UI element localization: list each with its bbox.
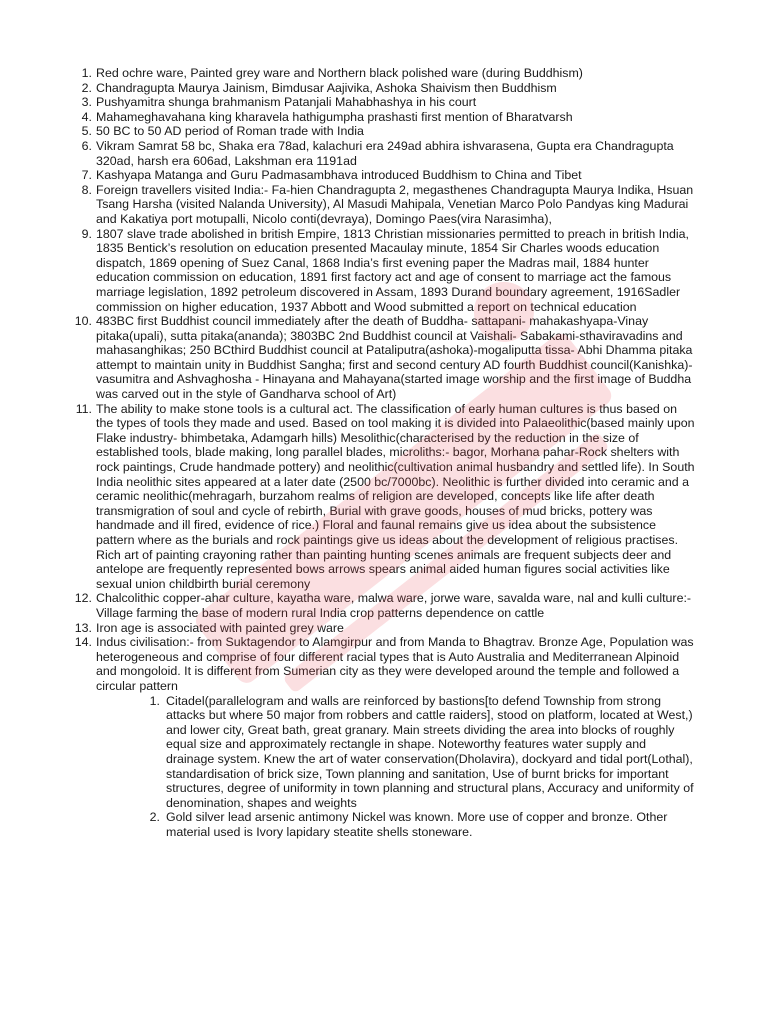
- sub-list-item: [149, 693, 696, 811]
- item-number: 6.: [81, 138, 92, 153]
- list-item: [74, 591, 696, 620]
- item-text: Chandragupta Maurya Jainism, Bimdusar Aajivika, Ashoka Shaivism then Buddhism: [96, 80, 557, 95]
- notes-list: [74, 66, 696, 839]
- list-item: [81, 66, 696, 81]
- item-number: 5.: [81, 124, 92, 139]
- list-item: [81, 95, 696, 110]
- item-text: Red ochre ware, Painted grey ware and Northern black polished ware (during Buddhism): [96, 66, 583, 80]
- item-number: 10.: [74, 314, 92, 329]
- list-item: [74, 635, 696, 839]
- item-text: Foreign travellers visited India:- Fa-hien Chandragupta 2, megasthenes Chandragupta Maurya Indika, Hsuan Tsang Harsha (visited Nalanda University), Al Masudi Mahipala, Venetian Marco Polo Pandyas king Madurai and Kakatiya port motupalli, Nicolo conti(devraya), Domingo Paes(vira Narasimha),: [96, 182, 694, 226]
- list-item: [81, 124, 696, 139]
- list-item: [81, 138, 696, 168]
- sub-item-number: 1.: [149, 693, 160, 708]
- item-number: 13.: [74, 620, 92, 635]
- item-text: Mahameghavahana king kharavela hathigumpha prashasti first mention of Bharatvarsh: [96, 109, 573, 124]
- sub-item-text: Citadel(parallelogram and walls are reinforced by bastions[to defend Township from strong attacks but where 50 major from robbers and cattle raiders], stood on platform, located at West,) and lower city, Great bath, great granary. Main streets dividing the area into blocks of roughly equal size and approximately rectangle in shape. Noteworthy features water supply and drainage system. Knew the art of water conservation(Dholavira), dockyard and tidal port(Lothal), standardisation of brick size, Town planning and sanitation, Use of burnt bricks for important structures, degree of uniformity in town planning and structural plans, Accuracy and uniformity of denomination, shapes and weights: [166, 693, 694, 810]
- item-text: Pushyamitra shunga brahmanism Patanjali Mahabhashya in his court: [96, 95, 477, 110]
- item-text: Indus civilisation:- from Suktagendor to Alamgirpur and from Manda to Bhagtrav. Bronze Age, Population was heterogeneous and comprise of four different racial types that is Auto Australia and Mediterranean Alpinoid and mongoloid. It is different from Sumerian city as they were developed around the temple and followed a circular pattern: [96, 635, 694, 693]
- list-item: [74, 620, 696, 636]
- sub-list-item: [149, 810, 696, 839]
- item-number: 11.: [75, 401, 92, 416]
- list-item: [81, 80, 696, 96]
- item-number: 14.: [74, 635, 92, 650]
- item-text: Chalcolithic copper-ahar culture, kayatha ware, malwa ware, jorwe ware, savalda ware, nal and kulli culture:-Village farming the base of modern rural India crop patterns dependence on cattle: [96, 591, 692, 620]
- list-item: [75, 401, 696, 592]
- list-item: [81, 226, 696, 315]
- item-number: 1.: [81, 66, 92, 80]
- item-text: Kashyapa Matanga and Guru Padmasambhava introduced Buddhism to China and Tibet: [96, 168, 582, 183]
- item-text: 1807 slave trade abolished in british Empire, 1813 Christian missionaries permitted to preach in british India, 1835 Bentick’s resolution on education presented Macaulay minute, 1854 Sir Charles woods education dispatch, 1869 opening of Suez Canal, 1868 India’s first evening paper the Madras mail, 1884 hunter education commission on education, 1891 first factory act and age of consent to marriage act the famous marriage legislation, 1892 petroleum discovered in Assam, 1893 Durand boundary agreement, 1916Sadler commission on higher education, 1937 Abbott and Wood submitted a report on technical education: [96, 226, 689, 314]
- item-text: Iron age is associated with painted grey ware: [96, 620, 344, 635]
- list-item: [74, 314, 696, 402]
- sub-item-number: 2.: [149, 810, 160, 825]
- item-text: 483BC first Buddhist council immediately after the death of Buddha- sattapani- mahakashyapa-Vinay pitaka(upali), sutta pitaka(ananda); 3803BC 2nd Buddhist council at Vaishali- Sabakami-sthaviravadins and mahasanghikas; 250 BCthird Buddhist council at Pataliputra(ashoka)-mogaliputta tissa- Abhi Dhamma pitaka attempt to maintain unity in Buddhist Sangha; first and second century AD fourth Buddhist council(Kanishka)- vasumitra and Ashvaghosha - Hinayana and Mahayana(started image worship and the first image of Buddha was carved out in the style of Gandharva school of Art): [96, 314, 693, 402]
- list-item: [81, 182, 696, 227]
- item-number: 2.: [81, 80, 92, 95]
- item-number: 7.: [81, 168, 92, 183]
- item-text: 50 BC to 50 AD period of Roman trade with India: [96, 124, 364, 139]
- item-number: 8.: [81, 182, 92, 197]
- item-text: The ability to make stone tools is a cultural act. The classification of early human cultures is thus based on the types of tools they made and used. Based on tool making it is divided into Palaeolithic(based mainly upon Flake industry- bhimbetaka, Adamgarh hills) Mesolithic(characterised by the reduction in the size of established tools, blade making, long parallel blades, microliths:- bagor, Morhana pahar-Rock shelters with rock paintings, Crude handmade pottery) and neolithic(cultivation animal husbandry and settled life). In South India neolithic sites appeared at a later date (2500 bc/7000bc). Neolithic is further divided into ceramic and a ceramic neolithic(mehragarh, burzahom realms of religion are developed, concepts like life after death transmigration of soul and cycle of rebirth, Burial with grave goods, houses of mud bricks, pottery was handmade and ill fired, evidence of rice.) Floral and faunal remains give us idea about the subsistence pattern where as the burials and rock paintings give us ideas about the development of religious practises. Rich art of painting crayoning rather than painting hunting scenes animals are frequent subjects deer and antelope are frequently represented bows arrows spears animal aided human figures social activities like sexual union childbirth burial ceremony: [96, 401, 695, 591]
- sub-item-text: Gold silver lead arsenic antimony Nickel was known. More use of copper and bronze. Other material used is Ivory lapidary steatite shells stoneware.: [166, 810, 668, 839]
- item-number: 12.: [74, 591, 92, 606]
- item-number: 4.: [81, 109, 92, 124]
- list-item: [81, 168, 696, 183]
- item-number: 9.: [81, 226, 92, 241]
- list-item: [81, 109, 696, 125]
- sub-list: [149, 693, 696, 840]
- item-number: 3.: [81, 95, 92, 110]
- item-text: Vikram Samrat 58 bc, Shaka era 78ad, kalachuri era 249ad abhira ishvarasena, Gupta era Chandragupta 320ad, harsh era 606ad, Lakshman era 1191ad: [96, 138, 674, 168]
